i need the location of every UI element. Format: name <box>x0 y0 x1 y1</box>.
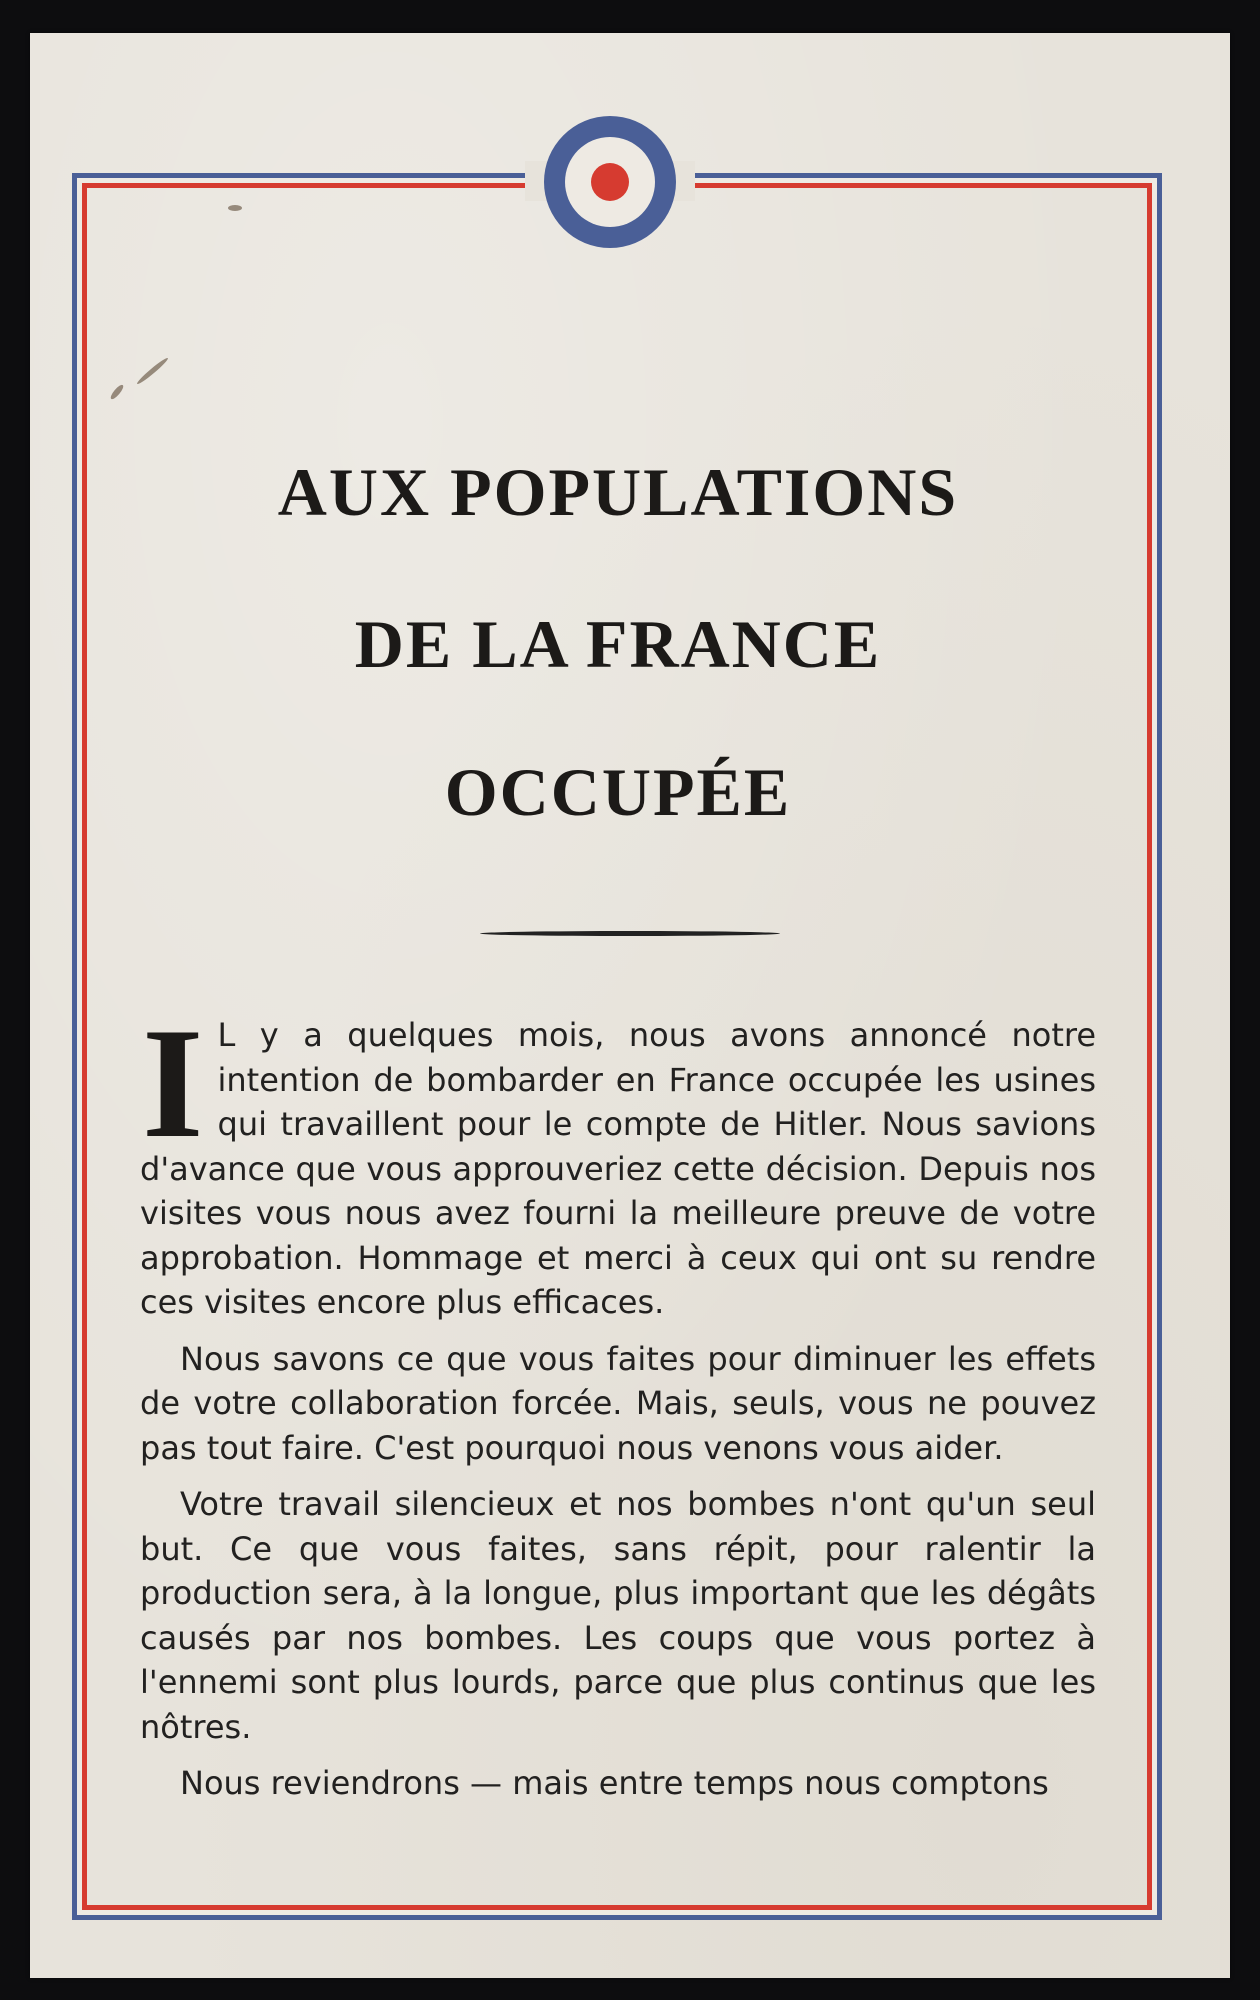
headline-line-3: OCCUPÉE <box>444 754 792 830</box>
paragraph-1-text: L y a quelques mois, nous avons annoncé notre intention de bombarder en France occupée les usines qui travaillent pour le compte de Hitler. Nous savions d'avance que vous approuveriez cette décision. Depuis nos visites vous nous avez fourni la meilleure preuve de votre approbation. Hommage et merci à ceux qui ont su rendre ces visites encore plus efficaces. <box>140 1016 1096 1321</box>
paragraph-3: Votre travail silencieux et nos bombes n'ont qu'un seul but. Ce que vous faites, sans répit, pour ralentir la production sera, à la longue, plus important que les dégâts causés par nos bombes. Les coups que vous portez à l'ennemi sont plus lourds, parce que plus continus que les nôtres. <box>140 1485 1096 1746</box>
headline-line-2: DE LA FRANCE <box>354 606 882 682</box>
stain-spot <box>228 205 242 211</box>
paragraph-1 <box>140 996 1096 1325</box>
paragraph-2: Nous savons ce que vous faites pour diminuer les effets de votre collaboration forcée. Mais, seuls, vous ne pouvez pas tout faire. C'est pourquoi nous venons vous aider. <box>140 1339 1096 1467</box>
body-text <box>140 996 1096 1818</box>
headline-line-1: AUX POPULATIONS <box>277 454 959 530</box>
roundel-center <box>591 163 629 201</box>
leaflet-card <box>30 33 1230 1978</box>
roundel-icon <box>541 113 679 251</box>
title-divider <box>480 931 780 936</box>
paragraph-4: Nous reviendrons — mais entre temps nous comptons <box>180 1764 1049 1802</box>
drop-cap: I <box>142 996 204 1171</box>
